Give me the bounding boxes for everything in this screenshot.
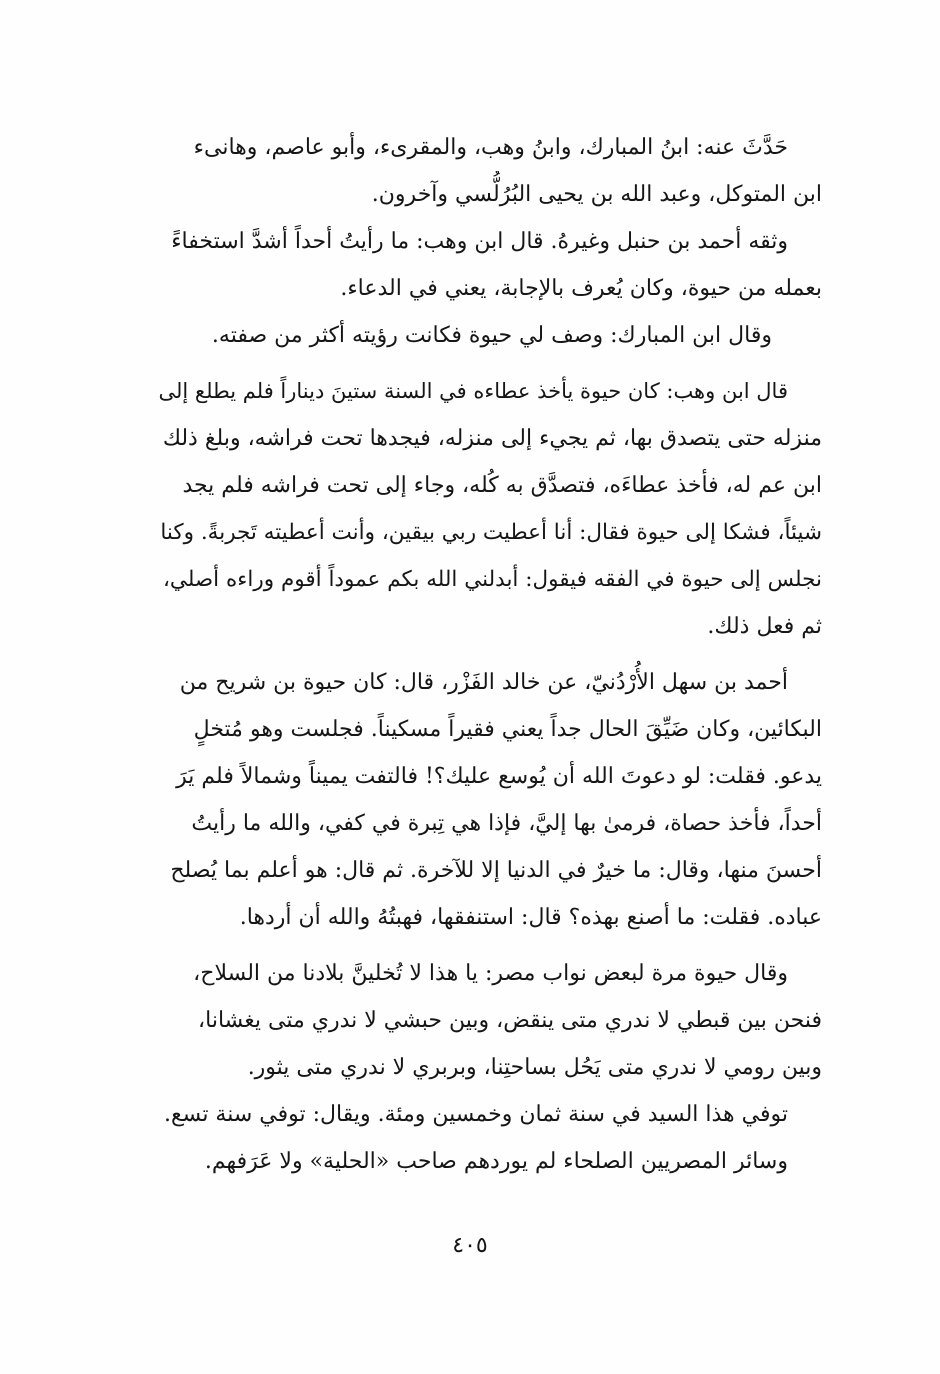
text-line: يدعو. فقلت: لو دعوتَ الله أن يُوسع عليك؟! فالتفت يميناً وشمالاً فلم يَرَ (176, 764, 822, 789)
paragraph-gap (158, 650, 822, 659)
text-line: شيئاً، فشكا إلى حيوة فقال: أنا أعطيت ربي بيقين، وأنت أعطيته تَجربةً. وكنا (160, 520, 822, 545)
text-line: حَدَّثَ عنه: ابنُ المبارك، وابنُ وهب، والمقرىء، وأبو عاصم، وهانىء (193, 135, 788, 160)
paragraph (158, 312, 822, 359)
text-line: نجلس إلى حيوة في الفقه فيقول: أبدلني الله بكم عموداً أقوم وراءه أصلي، (162, 567, 822, 592)
body-text (158, 124, 822, 1185)
paragraph-gap (158, 941, 822, 950)
text-line: أحمد بن سهل الأُرْدُنيّ، عن خالد الفَزْر، قال: كان حيوة بن شريح من (179, 670, 788, 695)
text-line: بعمله من حيوة، وكان يُعرف بالإجابة، يعني في الدعاء. (340, 276, 822, 301)
paragraph (158, 218, 822, 312)
paragraph-gap (158, 359, 822, 368)
paragraph (158, 950, 822, 1091)
paragraph (158, 124, 822, 218)
paragraph (158, 1091, 822, 1138)
text-line: قال ابن وهب: كان حيوة يأخذ عطاءه في السنة ستينَ ديناراً فلم يطلع إلى (158, 379, 788, 403)
text-line: أحداً، فأخذ حصاة، فرمىٰ بها إليَّ، فإذا هي تِبرة في كفي، والله ما رأيتُ (191, 811, 822, 836)
text-line: ثم فعل ذلك. (707, 614, 822, 639)
text-line: توفي هذا السيد في سنة ثمان وخمسين ومئة. ويقال: توفي سنة تسع. (163, 1102, 788, 1127)
text-line: وقال حيوة مرة لبعض نواب مصر: يا هذا لا تُخلينَّ بلادنا من السلاح، (193, 961, 788, 986)
paragraph (158, 368, 822, 650)
text-line: وبين رومي لا ندري متى يَحُل بساحتِنا، وبربري لا ندري متى يثور. (247, 1055, 822, 1080)
text-line: ابن المتوكل، وعبد الله بن يحيى البُرُلُّسي وآخرون. (371, 182, 822, 207)
page-number: ٤٠٥ (452, 1233, 488, 1258)
text-line: وسائر المصريين الصلحاء لم يوردهم صاحب «الحلية» ولا عَرَفهم. (204, 1149, 788, 1174)
text-line: أحسنَ منها، وقال: ما خيرٌ في الدنيا إلا للآخرة. ثم قال: هو أعلم بما يُصلح (170, 858, 822, 883)
text-line: وقال ابن المبارك: وصف لي حيوة فكانت رؤيته أكثر من صفته. (211, 323, 772, 348)
text-line: منزله حتى يتصدق بها، ثم يجيء إلى منزله، فيجدها تحت فراشه، وبلغ ذلك (162, 426, 822, 451)
text-line: ابن عم له، فأخذ عطاءَه، فتصدَّق به كُله، وجاء إلى تحت فراشه فلم يجد (182, 473, 822, 498)
text-line: البكائين، وكان ضَيِّقَ الحال جداً يعني فقيراً مسكيناً. فجلست وهو مُتخلٍ (193, 717, 822, 742)
paragraph (158, 659, 822, 941)
paragraph (158, 1138, 822, 1185)
text-line: وثقه أحمد بن حنبل وغيرهُ. قال ابن وهب: ما رأيتُ أحداً أشدَّ استخفاءً (171, 229, 788, 254)
text-line: فنحن بين قبطي لا ندري متى ينقض، وبين حبشي لا ندري متى يغشانا، (198, 1008, 822, 1033)
text-line: عباده. فقلت: ما أصنع بهذه؟ قال: استنفقها، فهبتُهُ والله أن أردها. (239, 905, 822, 930)
